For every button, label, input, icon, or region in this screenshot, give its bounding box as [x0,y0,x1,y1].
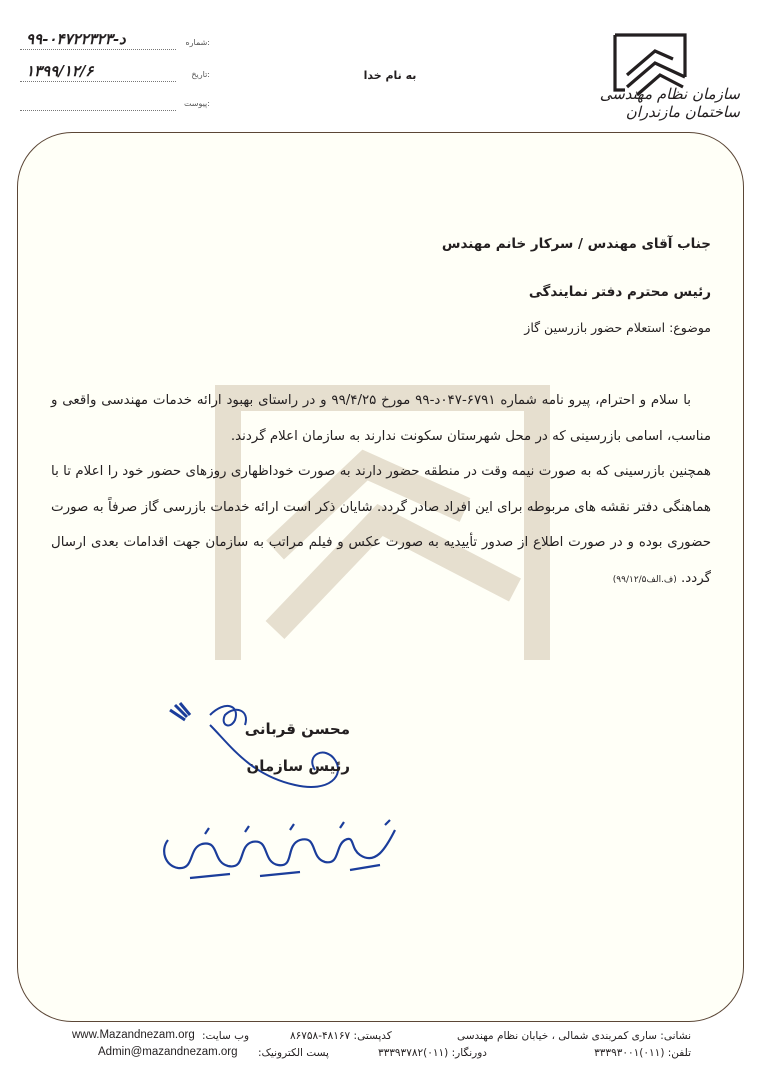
addressee-title: رئیس محترم دفتر نمایندگی [528,284,711,300]
footer-phone: تلفن: (۰۱۱)۳۳۳۹۳۰۰۱ [594,1047,691,1059]
footer-website-label: وب سایت: [202,1030,250,1042]
footer-email[interactable]: Admin@mazandnezam.org [98,1046,238,1058]
footer-fax: دورنگار: (۰۱۱)۳۳۳۹۳۷۸۲ [378,1047,487,1059]
footer-postal: کدپستی: ۴۸۱۶۷-۸۶۷۵۸ [290,1030,392,1042]
footer-website[interactable]: www.Mazandnezam.org [72,1029,195,1041]
body-paragraph-2-wrap [51,454,711,598]
signatory-name: محسن قربانی [244,720,350,738]
reference-code: (ف.الف۹۹/۱۲/۵) [612,574,677,585]
subject-line: موضوع: استعلام حضور بازرسین گاز [524,320,711,335]
body-paragraph-2: همچنین بازرسینی که به صورت نیمه وقت در منطقه حضور دارند به صورت خوداظهاری روزهای حضور خود را اعلام تا با هماهنگی دفتر نقشه های مربوطه برای این افراد صادر گردد. شایان ذکر است ارائه خدمات بازرسی گاز صرفاً به صورت حضوری بوده و در صورت اطلاع از صدور تأییدیه به صورت عکس و فیلم مراتب به سازمان جهت اقدامات بعدی ارسال گردد. [51,464,711,586]
attachment-label: پیوست: [183,99,210,108]
letter-date-row [20,62,210,84]
org-name-script: سازمان نظام مهندسی ساختمان مازندران [599,85,740,121]
date-label: تاریخ: [191,70,210,79]
letter-number-row [20,30,210,52]
footer-email-label: پست الکترونیک: [258,1047,329,1059]
handwritten-signature [155,695,355,805]
addressee: جناب آقای مهندس / سرکار خانم مهندس [441,236,711,252]
number-label: شماره: [185,38,210,47]
letter-date: ۱۳۹۹/۱۲/۶ [26,62,94,80]
attachment-row [20,97,210,113]
letter-number: ۹۹-۰۴۷د-۲۲۳۲۳ [26,30,126,48]
basmala: به نام خدا [363,69,417,82]
body-paragraph-1: با سلام و احترام، پیرو نامه شماره ۶۷۹۱-۰۴۷د-۹۹ مورخ ۹۹/۴/۲۵ و در راستای بهبود ارائه خدمات مهندسی واقعی و مناسب، اسامی بازرسینی که در محل شهرستان سکونت ندارند به سازمان اعلام گردند. [51,393,711,444]
signatory-title: رئیس سازمان [246,757,350,775]
footer-address: نشانی: ساری کمربندی شمالی ، خیابان نظام مهندسی [456,1030,691,1042]
organization-stamp [150,810,405,885]
letter-body [51,383,711,598]
